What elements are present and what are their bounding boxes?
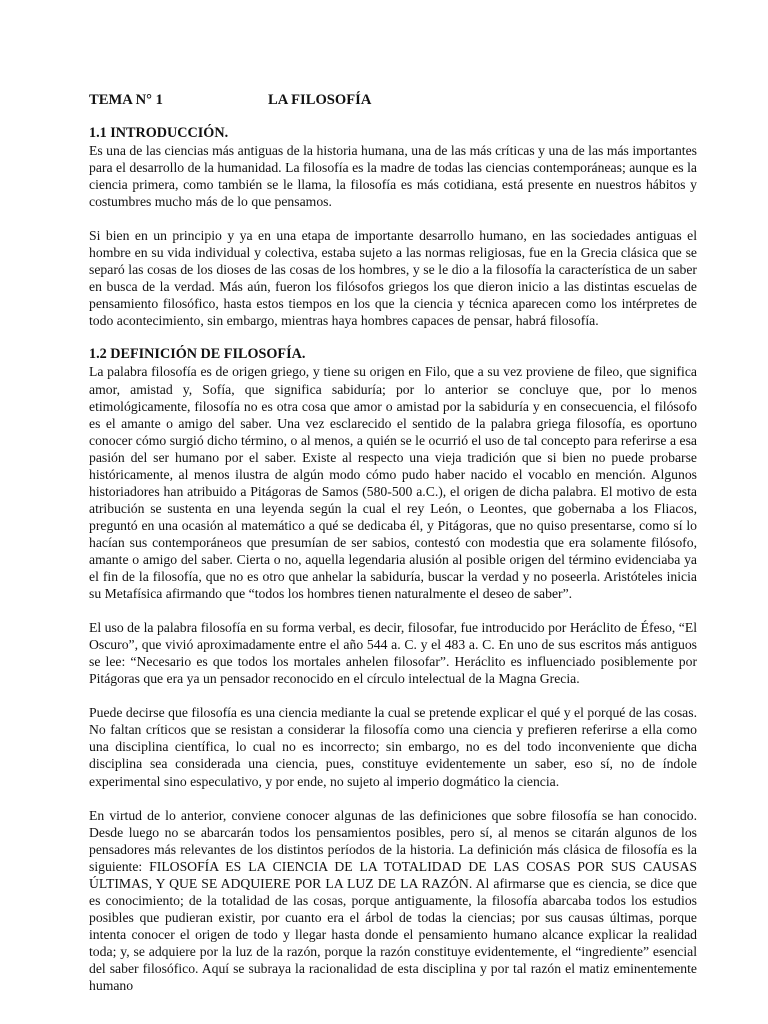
paragraph: En virtud de lo anterior, conviene conocer algunas de las definiciones que sobre filosofía se han conocido. Desde luego no se abarcarán todos los pensamientos posibles, pero sí, al menos se citarán algunos de los pensadores más relevantes de los distintos períodos de la historia. La definición más clásica de filosofía es la siguiente: FILOSOFÍA ES LA CIENCIA DE LA TOTALIDAD DE LAS COSAS POR SUS CAUSAS ÚLTIMAS, Y QUE SE ADQUIERE POR LA LUZ DE LA RAZÓN. Al afirmarse que es ciencia, se dice que es conocimiento; de la totalidad de las cosas, porque antiguamente, la filosofía abarcaba todos los estudios posibles que pudieran existir, por cuanto era el árbol de todas la ciencias; por sus causas últimas, porque intenta conocer el origen de todo y llegar hasta donde el pensamiento humano alcance explicar la realidad toda; y, se adquiere por la luz de la razón, porque la razón constituye evidentemente, el “ingrediente” esencial del saber filosófico. Aquí se subraya la racionalidad de esta disciplina y por tal razón el matiz eminentemente humano: [89, 807, 697, 994]
paragraph: El uso de la palabra filosofía en su forma verbal, es decir, filosofar, fue introducido por Heráclito de Éfeso, “El Oscuro”, que vivió aproximadamente entre el año 544 a. C. y el 483 a. C. En uno de sus escritos más antiguos se lee: “Necesario es que todos los mortales anhelen filosofar”. Heráclito es influenciado posiblemente por Pitágoras que era ya un pensador reconocido en el círculo intelectual de la Magna Grecia.: [89, 620, 697, 687]
tema-title: LA FILOSOFÍA: [268, 92, 372, 108]
document-title: [89, 92, 697, 109]
section-introduccion: [89, 125, 697, 329]
paragraph: Es una de las ciencias más antiguas de la historia humana, una de las más críticas y una de las más importantes para el desarrollo de la humanidad. La filosofía es la madre de todas las ciencias contemporáneas; aunque es la ciencia primera, como también se le llama, la filosofía es más cotidiana, está presente en nuestros hábitos y costumbres mucho más de lo que pensamos.: [89, 143, 697, 210]
paragraph: Si bien en un principio y ya en una etapa de importante desarrollo humano, en las sociedades antiguas el hombre en su vida individual y colectiva, estaba sujeto a las normas religiosas, fue en la Grecia clásica que se separó las cosas de los dioses de las cosas de los hombres, y se le dio a la filosofía la característica de un saber en busca de la verdad. Más aún, fueron los filósofos griegos los que dieron inicio a las distintas escuelas de pensamiento filosófico, hasta estos tiempos en los que la ciencia y técnica aparecen como los intérpretes de todo acontecimiento, sin embargo, mientras haya hombres capaces de pensar, habrá filosofía.: [89, 228, 697, 329]
document-page: [89, 92, 697, 994]
section-definicion: [89, 346, 697, 994]
paragraph: Puede decirse que filosofía es una ciencia mediante la cual se pretende explicar el qué y el porqué de las cosas. No faltan críticos que se resistan a considerar la filosofía como una ciencia y prefieren referirse a ella como una disciplina científica, lo cual no es incorrecto; sin embargo, no es del todo inconveniente que dicha disciplina sea considerada una ciencia, pues, constituye evidentemente un saber, eso sí, no de índole experimental sino especulativo, y por ende, no sujeto al imperio dogmático la ciencia.: [89, 705, 697, 789]
paragraph: La palabra filosofía es de origen griego, y tiene su origen en Filo, que a su vez proviene de fileo, que significa amor, amistad y, Sofía, que significa sabiduría; por lo anterior se concluye que, por lo menos etimológicamente, filosofía no es otra cosa que amor o amistad por la sabiduría y en consecuencia, el filósofo es el amante o amigo del saber. Una vez esclarecido el sentido de la palabra griega filosofía, es oportuno conocer cómo surgió dicho término, o al menos, a quién se le ocurrió el uso de tal concepto para referirse a esa pasión del ser humano por el saber. Existe al respecto una vieja tradición que si bien no puede probarse históricamente, al menos ilustra de algún modo cómo pudo haber nacido el vocablo en mención. Algunos historiadores han atribuido a Pitágoras de Samos (580-500 a.C.), el origen de dicha palabra. El motivo de esta atribución se sustenta en una leyenda según la cual el rey León, o Leontes, que gobernaba a los Fliacos, preguntó en una ocasión al matemático a qué se dedicaba él, y Pitágoras, que no quiso presentarse, como sí lo hacían sus contemporáneos que presumían de ser sabios, contestó con modestia que era solamente filósofo, amante o amigo del saber. Cierta o no, aquella legendaria alusión al posible origen del término evidenciaba ya el fin de la filosofía, que no es otro que anhelar la sabiduría, buscar la verdad y no poseerla. Aristóteles inicia su Metafísica afirmando que “todos los hombres tienen naturalmente el deseo de saber”.: [89, 364, 697, 602]
tema-label: TEMA N° 1: [89, 92, 163, 108]
section-heading: 1.2 DEFINICIÓN DE FILOSOFÍA.: [89, 346, 306, 363]
section-heading: 1.1 INTRODUCCIÓN.: [89, 125, 229, 141]
